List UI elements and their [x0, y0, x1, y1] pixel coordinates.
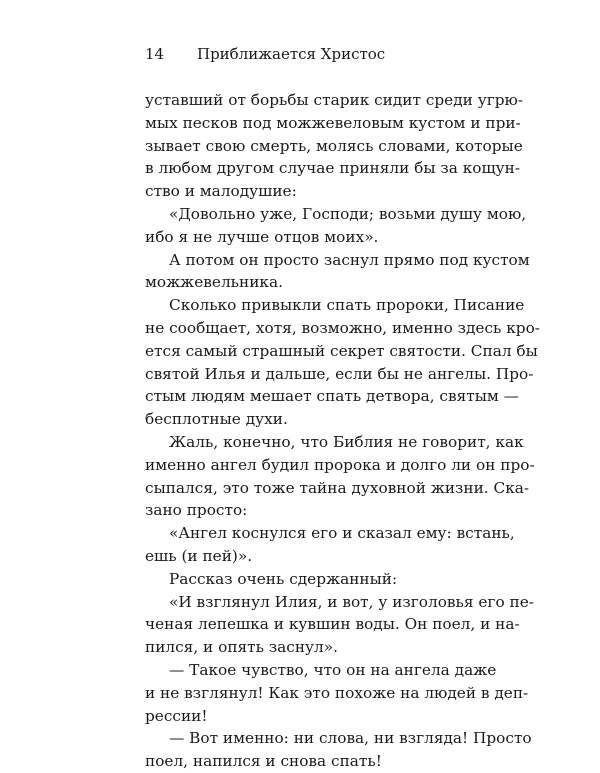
text-line: «Ангел коснулся его и сказал ему: встань,: [169, 524, 515, 543]
text-line: стым людям мешает спать детвора, святым —: [145, 387, 519, 406]
text-line: ешь (и пей)».: [145, 546, 253, 565]
text-line: ство и малодушие:: [145, 182, 297, 201]
text-line: бесплотные духи.: [145, 410, 288, 429]
text-line: Жаль, конечно, что Библия не говорит, как: [169, 432, 524, 451]
text-line: Сколько привыкли спать пророки, Писание: [169, 296, 525, 315]
text-line: «Довольно уже, Господи; возьми душу мою,: [169, 204, 527, 223]
text-line: ется самый страшный секрет святости. Спал бы: [145, 341, 538, 360]
text-line: — Вот именно: ни слова, ни взгляда! Просто: [169, 729, 532, 748]
text-line: зывает свою смерть, молясь словами, которые: [145, 136, 523, 155]
running-header: [145, 44, 385, 64]
text-line: можжевельника.: [145, 273, 283, 292]
text-line: ченая лепешка и кувшин воды. Он поел, и на-: [145, 615, 520, 634]
text-line: рессии!: [145, 706, 208, 725]
text-line: «И взглянул Илия, и вот, у изголовья его пе-: [169, 592, 534, 611]
text-line: А потом он просто заснул прямо под кустом: [169, 250, 530, 269]
text-line: — Такое чувство, что он на ангела даже: [169, 660, 497, 679]
text-line: уставший от борьбы старик сидит среди угрю-: [145, 91, 524, 109]
text-line: и не взглянул! Как это похоже на людей в деп-: [145, 683, 529, 702]
text-line: святой Илья и дальше, если бы не ангелы. Про-: [145, 364, 534, 383]
text-line: ибо я не лучше отцов моих».: [145, 227, 379, 246]
page-number: 14: [145, 45, 165, 63]
text-line: поел, напился и снова спать!: [145, 752, 382, 771]
text-line: зано просто:: [145, 501, 248, 520]
text-line: пился, и опять заснул».: [145, 638, 338, 657]
text-line: мых песков под можжевеловым кустом и при-: [145, 113, 521, 132]
text-line: сыпался, это тоже тайна духовной жизни. Ска-: [145, 478, 530, 497]
text-line: Рассказ очень сдержанный:: [169, 569, 398, 588]
body-text: [145, 89, 540, 773]
running-title: Приближается Христос: [197, 45, 386, 63]
text-line: именно ангел будил пророка и долго ли он про-: [145, 455, 535, 474]
text-line: в любом другом случае приняли бы за кощун-: [145, 159, 521, 178]
text-line: не сообщает, хотя, возможно, именно здесь кро-: [145, 318, 540, 337]
